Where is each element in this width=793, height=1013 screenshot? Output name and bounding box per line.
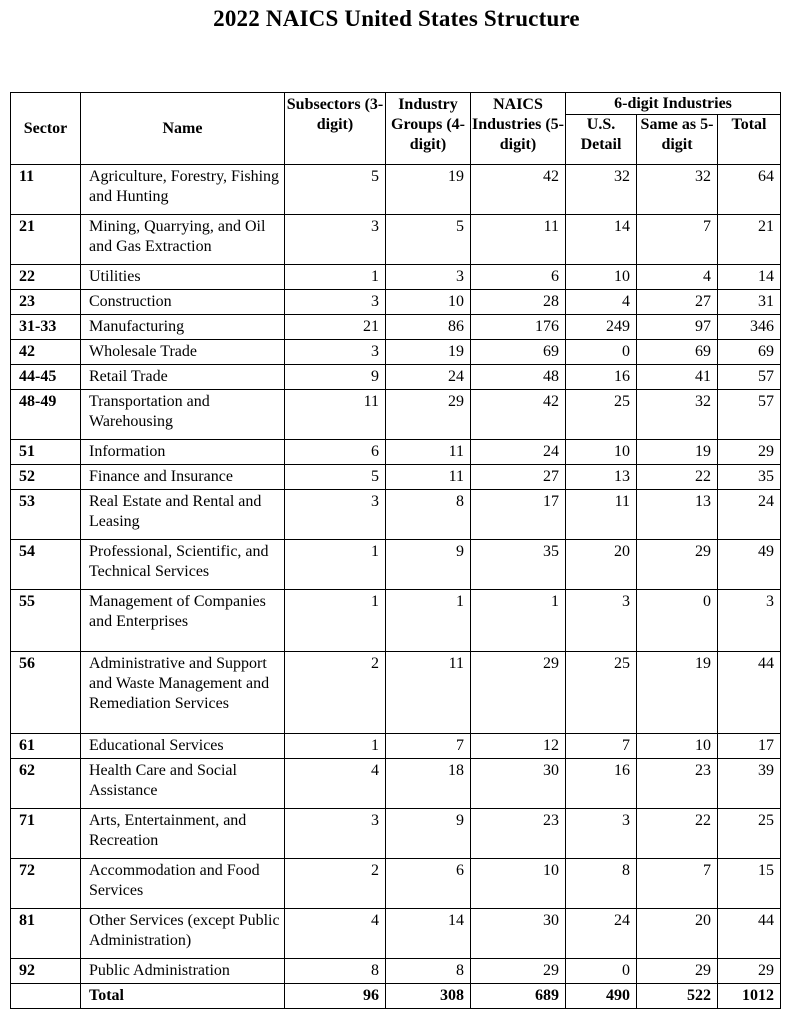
header-sector: Sector [11, 93, 81, 165]
naics-industries-count: 29 [471, 959, 566, 984]
subsectors-count: 3 [285, 809, 386, 859]
same-as-5digit-count: 0 [637, 590, 718, 652]
header-subsectors: Subsectors (3-digit) [285, 93, 386, 165]
naics-industries-count: 11 [471, 215, 566, 265]
subsectors-count: 3 [285, 290, 386, 315]
subsectors-count: 8 [285, 959, 386, 984]
naics-industries-count: 1 [471, 590, 566, 652]
sector-name: Professional, Scientific, and Technical Services [81, 540, 285, 590]
industry-groups-count: 18 [386, 759, 471, 809]
table-row [11, 652, 781, 734]
industry-groups-count: 19 [386, 340, 471, 365]
total-count: 29 [718, 959, 781, 984]
sector-name: Mining, Quarrying, and Oil and Gas Extraction [81, 215, 285, 265]
us-detail-count: 8 [566, 859, 637, 909]
totals-label: Total [81, 984, 285, 1009]
sector-cell: 56 [11, 652, 81, 734]
sector-name: Retail Trade [81, 365, 285, 390]
same-as-5digit-count: 19 [637, 440, 718, 465]
sector-cell: 92 [11, 959, 81, 984]
us-detail-count: 0 [566, 959, 637, 984]
header-six-digit-industries: 6-digit Industries [566, 93, 781, 115]
total-count: 39 [718, 759, 781, 809]
same-as-5digit-count: 32 [637, 165, 718, 215]
naics-industries-count: 69 [471, 340, 566, 365]
subsectors-count: 4 [285, 759, 386, 809]
naics-industries-count: 42 [471, 390, 566, 440]
header-industry-groups: Industry Groups (4-digit) [386, 93, 471, 165]
subsectors-count: 1 [285, 540, 386, 590]
same-as-5digit-count: 69 [637, 340, 718, 365]
total-count: 44 [718, 909, 781, 959]
table-row [11, 909, 781, 959]
table-row [11, 809, 781, 859]
total-count: 64 [718, 165, 781, 215]
total-count: 29 [718, 440, 781, 465]
us-detail-count: 25 [566, 652, 637, 734]
industry-groups-count: 8 [386, 959, 471, 984]
subsectors-count: 11 [285, 390, 386, 440]
naics-industries-count: 12 [471, 734, 566, 759]
grand-total: 1012 [718, 984, 781, 1009]
sector-name: Public Administration [81, 959, 285, 984]
industry-groups-count: 3 [386, 265, 471, 290]
subsectors-count: 4 [285, 909, 386, 959]
naics-structure-table [10, 92, 781, 1009]
same-as-5digit-count: 23 [637, 759, 718, 809]
industry-groups-count: 6 [386, 859, 471, 909]
us-detail-count: 3 [566, 809, 637, 859]
us-detail-count: 4 [566, 290, 637, 315]
same-as-5digit-count: 22 [637, 465, 718, 490]
table-row [11, 959, 781, 984]
table-row [11, 365, 781, 390]
sector-name: Health Care and Social Assistance [81, 759, 285, 809]
naics-industries-count: 30 [471, 909, 566, 959]
total-count: 69 [718, 340, 781, 365]
subsectors-count: 9 [285, 365, 386, 390]
naics-industries-count: 30 [471, 759, 566, 809]
same-as-5digit-count: 41 [637, 365, 718, 390]
us-detail-count: 0 [566, 340, 637, 365]
sector-name: Administrative and Support and Waste Management and Remediation Services [81, 652, 285, 734]
us-detail-count: 25 [566, 390, 637, 440]
same-as-5digit-count: 20 [637, 909, 718, 959]
sector-name: Utilities [81, 265, 285, 290]
same-as-5digit-count: 97 [637, 315, 718, 340]
header-naics-industries: NAICS Industries (5-digit) [471, 93, 566, 165]
total-count: 57 [718, 390, 781, 440]
industry-groups-count: 8 [386, 490, 471, 540]
header-name: Name [81, 93, 285, 165]
industry-groups-count: 10 [386, 290, 471, 315]
sector-name: Wholesale Trade [81, 340, 285, 365]
same-as-5digit-count: 10 [637, 734, 718, 759]
table-row [11, 859, 781, 909]
naics-industries-count: 176 [471, 315, 566, 340]
total-count: 57 [718, 365, 781, 390]
total-naics-industries: 689 [471, 984, 566, 1009]
us-detail-count: 20 [566, 540, 637, 590]
total-count: 14 [718, 265, 781, 290]
total-count: 346 [718, 315, 781, 340]
table-row [11, 290, 781, 315]
sector-cell: 21 [11, 215, 81, 265]
subsectors-count: 6 [285, 440, 386, 465]
totals-blank-cell [11, 984, 81, 1009]
us-detail-count: 24 [566, 909, 637, 959]
naics-industries-count: 29 [471, 652, 566, 734]
subsectors-count: 1 [285, 734, 386, 759]
table-row [11, 734, 781, 759]
industry-groups-count: 7 [386, 734, 471, 759]
sector-name: Management of Companies and Enterprises [81, 590, 285, 652]
subsectors-count: 5 [285, 165, 386, 215]
sector-cell: 44-45 [11, 365, 81, 390]
total-count: 17 [718, 734, 781, 759]
sector-cell: 53 [11, 490, 81, 540]
subsectors-count: 5 [285, 465, 386, 490]
sector-cell: 23 [11, 290, 81, 315]
industry-groups-count: 9 [386, 540, 471, 590]
us-detail-count: 3 [566, 590, 637, 652]
industry-groups-count: 29 [386, 390, 471, 440]
industry-groups-count: 24 [386, 365, 471, 390]
industry-groups-count: 11 [386, 465, 471, 490]
same-as-5digit-count: 7 [637, 859, 718, 909]
table-row [11, 315, 781, 340]
industry-groups-count: 11 [386, 440, 471, 465]
sector-name: Educational Services [81, 734, 285, 759]
industry-groups-count: 86 [386, 315, 471, 340]
sector-name: Real Estate and Rental and Leasing [81, 490, 285, 540]
us-detail-count: 249 [566, 315, 637, 340]
sector-cell: 61 [11, 734, 81, 759]
us-detail-count: 16 [566, 759, 637, 809]
us-detail-count: 10 [566, 265, 637, 290]
total-count: 31 [718, 290, 781, 315]
table-row [11, 390, 781, 440]
table-row [11, 759, 781, 809]
industry-groups-count: 11 [386, 652, 471, 734]
naics-industries-count: 28 [471, 290, 566, 315]
us-detail-count: 7 [566, 734, 637, 759]
sector-name: Other Services (except Public Administration) [81, 909, 285, 959]
total-subsectors: 96 [285, 984, 386, 1009]
sector-name: Manufacturing [81, 315, 285, 340]
table-row [11, 265, 781, 290]
table-row [11, 340, 781, 365]
naics-industries-count: 17 [471, 490, 566, 540]
total-count: 21 [718, 215, 781, 265]
sector-cell: 51 [11, 440, 81, 465]
header-total: Total [718, 115, 781, 165]
naics-industries-count: 10 [471, 859, 566, 909]
sector-cell: 71 [11, 809, 81, 859]
sector-cell: 72 [11, 859, 81, 909]
sector-cell: 81 [11, 909, 81, 959]
us-detail-count: 14 [566, 215, 637, 265]
table-row [11, 165, 781, 215]
industry-groups-count: 14 [386, 909, 471, 959]
sector-cell: 22 [11, 265, 81, 290]
sector-cell: 54 [11, 540, 81, 590]
sector-name: Construction [81, 290, 285, 315]
naics-industries-count: 35 [471, 540, 566, 590]
industry-groups-count: 1 [386, 590, 471, 652]
subsectors-count: 3 [285, 215, 386, 265]
sector-cell: 11 [11, 165, 81, 215]
us-detail-count: 11 [566, 490, 637, 540]
total-count: 44 [718, 652, 781, 734]
sector-name: Accommodation and Food Services [81, 859, 285, 909]
sector-name: Arts, Entertainment, and Recreation [81, 809, 285, 859]
same-as-5digit-count: 13 [637, 490, 718, 540]
subsectors-count: 1 [285, 590, 386, 652]
table-row [11, 540, 781, 590]
table-row [11, 590, 781, 652]
naics-industries-count: 24 [471, 440, 566, 465]
total-count: 35 [718, 465, 781, 490]
table-row [11, 465, 781, 490]
same-as-5digit-count: 29 [637, 540, 718, 590]
header-same-as-5digit: Same as 5-digit [637, 115, 718, 165]
total-count: 15 [718, 859, 781, 909]
total-count: 25 [718, 809, 781, 859]
naics-industries-count: 48 [471, 365, 566, 390]
total-count: 49 [718, 540, 781, 590]
total-us-detail: 490 [566, 984, 637, 1009]
sector-name: Finance and Insurance [81, 465, 285, 490]
sector-cell: 42 [11, 340, 81, 365]
sector-name: Agriculture, Forestry, Fishing and Hunting [81, 165, 285, 215]
us-detail-count: 13 [566, 465, 637, 490]
header-us-detail: U.S. Detail [566, 115, 637, 165]
sector-cell: 31-33 [11, 315, 81, 340]
sector-name: Information [81, 440, 285, 465]
industry-groups-count: 9 [386, 809, 471, 859]
subsectors-count: 2 [285, 859, 386, 909]
subsectors-count: 3 [285, 490, 386, 540]
subsectors-count: 2 [285, 652, 386, 734]
same-as-5digit-count: 29 [637, 959, 718, 984]
table-row [11, 490, 781, 540]
subsectors-count: 1 [285, 265, 386, 290]
us-detail-count: 16 [566, 365, 637, 390]
page-title: 2022 NAICS United States Structure [213, 6, 580, 31]
same-as-5digit-count: 7 [637, 215, 718, 265]
total-count: 24 [718, 490, 781, 540]
same-as-5digit-count: 22 [637, 809, 718, 859]
same-as-5digit-count: 27 [637, 290, 718, 315]
us-detail-count: 32 [566, 165, 637, 215]
sector-name: Transportation and Warehousing [81, 390, 285, 440]
sector-cell: 55 [11, 590, 81, 652]
same-as-5digit-count: 19 [637, 652, 718, 734]
subsectors-count: 21 [285, 315, 386, 340]
same-as-5digit-count: 4 [637, 265, 718, 290]
naics-industries-count: 23 [471, 809, 566, 859]
naics-industries-count: 42 [471, 165, 566, 215]
subsectors-count: 3 [285, 340, 386, 365]
total-count: 3 [718, 590, 781, 652]
industry-groups-count: 5 [386, 215, 471, 265]
naics-industries-count: 27 [471, 465, 566, 490]
table-row [11, 440, 781, 465]
sector-cell: 48-49 [11, 390, 81, 440]
table-row [11, 215, 781, 265]
total-industry-groups: 308 [386, 984, 471, 1009]
totals-row [11, 984, 781, 1009]
sector-cell: 62 [11, 759, 81, 809]
sector-cell: 52 [11, 465, 81, 490]
industry-groups-count: 19 [386, 165, 471, 215]
naics-industries-count: 6 [471, 265, 566, 290]
us-detail-count: 10 [566, 440, 637, 465]
total-same-as-5digit: 522 [637, 984, 718, 1009]
same-as-5digit-count: 32 [637, 390, 718, 440]
